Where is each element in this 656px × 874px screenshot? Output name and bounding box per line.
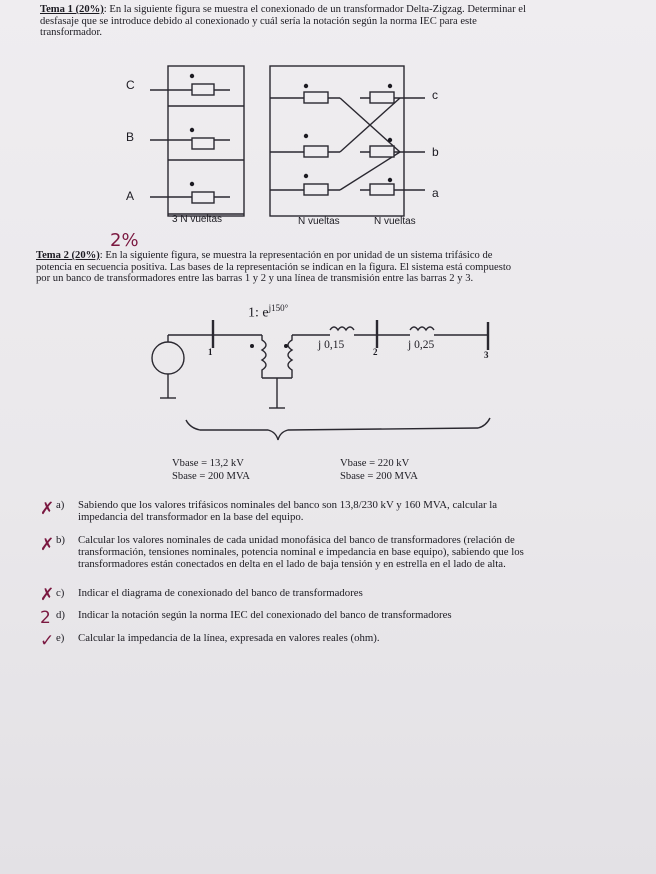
question-a-key: a) — [56, 499, 65, 511]
question-d-key: d) — [56, 609, 65, 621]
question-d-line1: Indicar la notación según la norma IEC del conexionado del banco de transformadores — [78, 609, 452, 621]
tema2-heading: Tema 2 (20%) — [36, 250, 100, 261]
tema1-text-line2: desfasaje que se introduce debido al conexionado y cuál sería la notación según la norma IEC para este — [40, 15, 477, 27]
question-e-line1: Calcular la impedancia de la línea, expresada en valores reales (ohm). — [78, 632, 380, 644]
tema1-heading: Tema 1 (20%) — [40, 4, 104, 15]
turns-secondary2-label: N vueltas — [374, 216, 416, 227]
question-b-line1: Calcular los valores nominales de cada unidad monofásica del banco de transformadores (relación de — [78, 534, 515, 546]
handwritten-mark-d: 2 — [40, 608, 51, 628]
question-c — [56, 587, 628, 599]
turns-secondary1-label: N vueltas — [298, 216, 340, 227]
question-a-line1: Sabiendo que los valores trifásicos nominales del banco son 13,8/230 kV y 160 MVA, calcular la — [78, 499, 498, 511]
tema2-text-line3: por un banco de transformadores entre las barras 1 y 2 y una línea de transmisión entre las barras 2 y 3. — [36, 273, 474, 285]
bus-2-label: 2 — [373, 347, 378, 357]
question-e-key: e) — [56, 632, 65, 644]
question-b-line3: transformadores están conectados en delta en el lado de baja tensión y en estrella en el lado de alta. — [78, 558, 506, 571]
question-d — [56, 609, 628, 621]
handwritten-percent: 2% — [110, 230, 139, 251]
impedance-1-label: j 0,15 — [318, 339, 345, 351]
bus-1-label: 1 — [208, 347, 213, 357]
question-a-line2: impedancia del transformador en la base del equipo. — [78, 511, 304, 524]
ratio-prefix: 1: e — [248, 305, 269, 321]
impedance-2-label: j 0,25 — [408, 339, 435, 351]
question-a — [56, 499, 628, 523]
sbase-right: Sbase = 200 MVA — [340, 471, 418, 482]
phase-a-label: a — [432, 186, 439, 200]
question-e — [56, 632, 628, 644]
tema2-text-line2: potencia en secuencia positiva. Las bases de la representación se indican en la figura. El sistema está compuesto — [36, 261, 512, 273]
sbase-left: Sbase = 200 MVA — [172, 471, 250, 482]
tema1-text-line1: : En la siguiente figura se muestra el conexionado de un transformador Delta-Zigzag. Determinar el — [103, 4, 526, 15]
vbase-right: Vbase = 220 kV — [340, 458, 410, 469]
tema2-text-line1: : En la siguiente figura, se muestra la representación en por unidad de un sistema trifásico de — [99, 250, 493, 261]
ratio-exponent: j150° — [268, 303, 289, 313]
handwritten-mark-e: ✓ — [40, 631, 55, 651]
question-b — [56, 534, 628, 571]
handwritten-mark-a: ✗ — [40, 499, 55, 519]
bus-3-label: 3 — [484, 350, 489, 360]
phase-C-label: C — [126, 78, 135, 92]
vbase-left: Vbase = 13,2 kV — [172, 458, 244, 469]
phase-A-label: A — [126, 189, 135, 203]
phase-c-label: c — [432, 88, 438, 102]
tema1-text-line3: transformador. — [40, 27, 103, 39]
question-b-line2: transformación, tensiones nominales, potencia nominal e impedancia en base equipo), sabiendo que los — [78, 546, 524, 559]
question-c-key: c) — [56, 587, 65, 599]
handwritten-mark-c: ✗ — [40, 585, 55, 605]
turns-primary-label: 3 N vueltas — [172, 214, 223, 225]
question-b-key: b) — [56, 534, 65, 546]
transformer-ratio — [248, 303, 288, 319]
question-c-line1: Indicar el diagrama de conexionado del banco de transformadores — [78, 587, 363, 599]
phase-B-label: B — [126, 130, 135, 144]
phase-b-label: b — [432, 145, 439, 159]
handwritten-mark-b: ✗ — [40, 535, 55, 555]
